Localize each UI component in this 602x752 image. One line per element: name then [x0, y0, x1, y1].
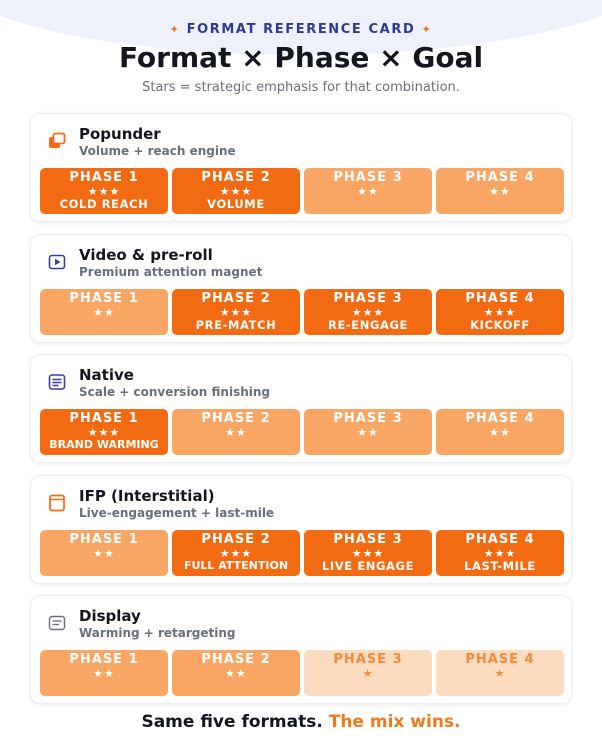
star-rating: ★ — [494, 667, 506, 680]
format-description: Warming + retargeting — [79, 626, 236, 640]
phase-cell-3 — [304, 168, 432, 214]
phase-cell-3 — [304, 289, 432, 335]
star-rating: ★★★ — [87, 185, 121, 198]
phase-row — [40, 409, 564, 455]
format-description: Premium attention magnet — [79, 264, 263, 279]
star-rating: ★ — [362, 667, 374, 680]
format-name: Video & pre-roll — [79, 245, 213, 264]
star-rating: ★★ — [93, 305, 115, 319]
phase-cell-4 — [436, 168, 564, 214]
page-subtitle: Stars = strategic emphasis for that combination. — [142, 80, 460, 95]
phase-cell-3 — [304, 650, 432, 696]
phase-label: PHASE 3 — [333, 170, 403, 185]
phase-label: PHASE 4 — [465, 652, 535, 667]
phase-cell-2 — [172, 530, 300, 576]
star-rating: ★★★ — [483, 546, 517, 560]
phase-cell-1 — [40, 650, 168, 696]
phase-label: PHASE 2 — [201, 411, 271, 426]
star-rating: ★★ — [489, 426, 511, 439]
page-title: Format × Phase × Goal — [118, 41, 484, 74]
phase-goal: VOLUME — [207, 197, 265, 211]
phase-label: PHASE 2 — [201, 531, 271, 547]
popunder-icon — [48, 132, 66, 150]
phase-cell-1 — [40, 530, 168, 576]
phase-row — [40, 530, 564, 576]
star-rating: ★★★ — [219, 305, 253, 319]
star-rating: ★★ — [357, 185, 379, 198]
star-rating: ★★ — [357, 426, 379, 439]
phase-cell-3 — [304, 409, 432, 455]
format-card-popunder — [30, 113, 572, 222]
sparkle-icon: ✦ — [169, 23, 181, 36]
phase-goal: LAST-MILE — [464, 558, 536, 573]
star-rating: ★★★ — [219, 185, 253, 198]
interstitial-icon — [48, 494, 66, 512]
phase-label: PHASE 3 — [333, 411, 403, 426]
star-rating: ★★ — [93, 546, 115, 560]
format-card-display — [30, 595, 572, 704]
phase-label: PHASE 4 — [465, 411, 535, 426]
star-rating: ★★★ — [219, 546, 253, 560]
phase-goal: BRAND WARMING — [49, 438, 159, 451]
format-name: Popunder — [79, 125, 161, 143]
footer-lead: Same five formats. — [141, 712, 323, 732]
phase-goal: LIVE ENGAGE — [321, 558, 415, 573]
star-rating: ★★★ — [483, 305, 517, 319]
phase-goal: PRE-MATCH — [195, 317, 277, 332]
phase-goal: COLD REACH — [59, 197, 149, 211]
format-card-video — [30, 234, 572, 343]
phase-cell-1 — [40, 168, 168, 214]
phase-row — [40, 289, 564, 335]
star-rating: ★★★ — [351, 305, 385, 319]
phase-cell-2 — [172, 168, 300, 214]
format-card-interstitial — [30, 475, 572, 584]
eyebrow-text: FORMAT REFERENCE CARD — [186, 22, 416, 37]
phase-label: PHASE 2 — [201, 652, 271, 667]
format-cards — [30, 113, 572, 716]
star-rating: ★★ — [225, 667, 247, 680]
phase-label: PHASE 1 — [69, 290, 139, 306]
eyebrow — [0, 22, 602, 37]
phase-label: PHASE 1 — [69, 652, 139, 667]
phase-cell-1 — [40, 289, 168, 335]
phase-label: PHASE 1 — [69, 170, 139, 185]
phase-label: PHASE 2 — [201, 170, 271, 185]
phase-goal: RE-ENGAGE — [328, 317, 408, 332]
phase-label: PHASE 4 — [465, 531, 535, 547]
format-description: Volume + reach engine — [79, 144, 236, 158]
format-name: IFP (Interstitial) — [79, 486, 215, 505]
star-rating: ★★ — [225, 426, 247, 439]
phase-cell-2 — [172, 650, 300, 696]
phase-label: PHASE 3 — [333, 652, 403, 667]
phase-cell-4 — [436, 409, 564, 455]
phase-row — [40, 650, 564, 696]
phase-cell-2 — [172, 409, 300, 455]
phase-cell-4 — [436, 289, 564, 335]
format-description: Scale + conversion finishing — [79, 385, 270, 399]
phase-cell-4 — [436, 530, 564, 576]
footer-tagline — [0, 712, 602, 732]
display-banner-icon — [48, 614, 66, 632]
footer-accent: The mix wins. — [328, 712, 461, 732]
star-rating: ★★★ — [87, 426, 121, 439]
star-rating: ★★ — [93, 667, 115, 680]
format-name: Native — [79, 366, 134, 384]
sparkle-icon: ✦ — [421, 23, 433, 36]
phase-label: PHASE 4 — [465, 290, 535, 306]
phase-label: PHASE 3 — [333, 290, 403, 306]
format-card-native — [30, 354, 572, 463]
native-article-icon — [48, 373, 66, 391]
phase-goal: KICKOFF — [470, 317, 530, 332]
phase-label: PHASE 3 — [333, 531, 403, 547]
format-name: Display — [79, 607, 141, 625]
phase-cell-1 — [40, 409, 168, 455]
format-description: Live-engagement + last-mile — [79, 505, 275, 520]
phase-cell-4 — [436, 650, 564, 696]
play-icon — [48, 253, 66, 271]
phase-label: PHASE 1 — [69, 531, 139, 547]
phase-label: PHASE 1 — [69, 411, 139, 426]
phase-label: PHASE 2 — [201, 290, 271, 306]
phase-label: PHASE 4 — [465, 170, 535, 185]
star-rating: ★★★ — [351, 546, 385, 560]
phase-cell-2 — [172, 289, 300, 335]
phase-row — [40, 168, 564, 214]
phase-goal: FULL ATTENTION — [183, 558, 289, 572]
phase-cell-3 — [304, 530, 432, 576]
star-rating: ★★ — [489, 185, 511, 198]
